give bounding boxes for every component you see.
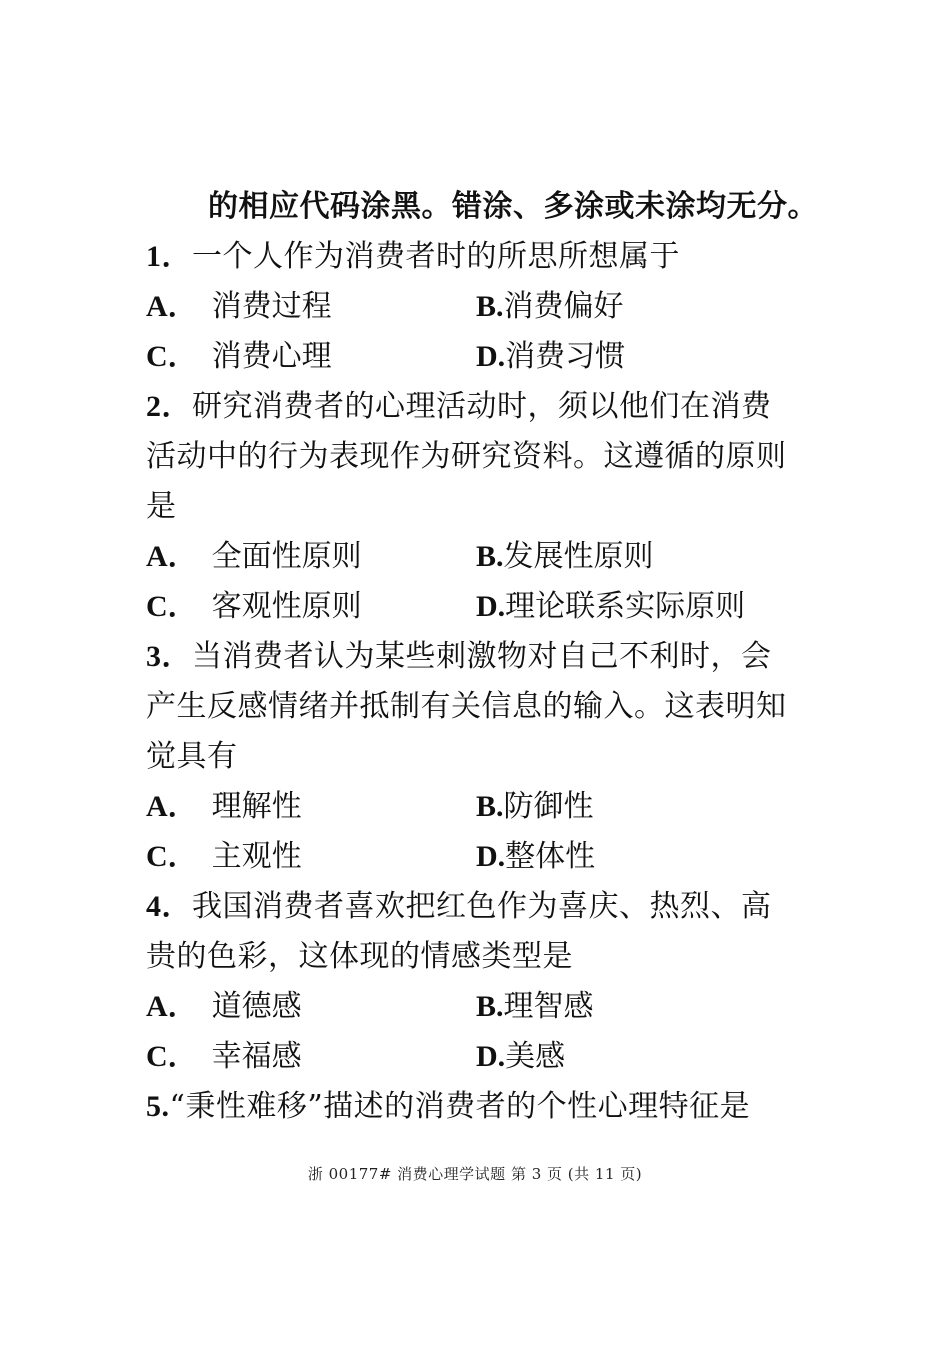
question-4 bbox=[146, 882, 811, 1082]
question-text: 当消费者认为某些刺激物对自己不利时，会 bbox=[192, 639, 772, 674]
option-b bbox=[476, 782, 594, 832]
question-stem-line bbox=[146, 632, 811, 682]
option-letter: D. bbox=[476, 590, 506, 623]
option-text: 理解性 bbox=[211, 789, 302, 824]
question-3 bbox=[146, 632, 811, 882]
option-text: 消费心理 bbox=[211, 339, 332, 374]
question-stem-line: 活动中的行为表现作为研究资料。这遵循的原则 bbox=[146, 439, 787, 474]
question-number: 1． bbox=[146, 240, 192, 273]
option-letter: B. bbox=[476, 540, 504, 573]
option-letter: B. bbox=[476, 290, 504, 323]
option-text: 幸福感 bbox=[211, 1039, 302, 1074]
question-1 bbox=[146, 232, 811, 382]
option-letter: D. bbox=[476, 1040, 506, 1073]
option-text: 客观性原则 bbox=[211, 589, 362, 624]
option-text: 发展性原则 bbox=[503, 539, 654, 574]
question-number: 5. bbox=[146, 1090, 170, 1123]
question-number: 4． bbox=[146, 890, 192, 923]
options-row bbox=[146, 1032, 811, 1082]
option-a bbox=[146, 532, 476, 582]
option-d bbox=[476, 1032, 565, 1082]
option-a bbox=[146, 982, 476, 1032]
option-letter: D. bbox=[476, 340, 506, 373]
options-row bbox=[146, 282, 811, 332]
option-text: 理论联系实际原则 bbox=[505, 589, 746, 624]
question-5 bbox=[146, 1082, 811, 1132]
question-stem-line: 是 bbox=[146, 489, 177, 524]
option-b bbox=[476, 282, 624, 332]
option-letter: A． bbox=[146, 990, 198, 1023]
option-a bbox=[146, 782, 476, 832]
question-stem-line bbox=[146, 1082, 811, 1132]
options-row bbox=[146, 332, 811, 382]
question-stem-line: 觉具有 bbox=[146, 739, 238, 774]
option-letter: B. bbox=[476, 990, 504, 1023]
option-text: 消费习惯 bbox=[505, 339, 626, 374]
question-content bbox=[146, 182, 818, 1132]
option-b bbox=[476, 982, 594, 1032]
question-stem-line bbox=[146, 382, 811, 432]
option-d bbox=[476, 582, 745, 632]
option-letter: C． bbox=[146, 340, 198, 373]
option-a bbox=[146, 282, 476, 332]
options-row bbox=[146, 582, 811, 632]
option-letter: A． bbox=[146, 540, 198, 573]
option-text: 道德感 bbox=[211, 989, 302, 1024]
option-text: 消费过程 bbox=[211, 289, 332, 324]
option-letter: A． bbox=[146, 790, 198, 823]
option-letter: C． bbox=[146, 590, 198, 623]
option-d bbox=[476, 832, 595, 882]
option-letter: D. bbox=[476, 840, 506, 873]
option-text: 主观性 bbox=[211, 839, 302, 874]
option-letter: A． bbox=[146, 290, 198, 323]
option-text: 消费偏好 bbox=[503, 289, 624, 324]
question-text: “秉性难移”描述的消费者的个性心理特征是 bbox=[169, 1089, 751, 1124]
option-letter: B. bbox=[476, 790, 504, 823]
option-b bbox=[476, 532, 654, 582]
question-text: 研究消费者的心理活动时，须以他们在消费 bbox=[192, 389, 772, 424]
option-text: 防御性 bbox=[503, 789, 594, 824]
question-stem-line bbox=[146, 882, 811, 932]
option-d bbox=[476, 332, 625, 382]
option-c bbox=[146, 832, 476, 882]
options-row bbox=[146, 832, 811, 882]
question-stem-line: 产生反感情绪并抵制有关信息的输入。这表明知 bbox=[146, 689, 787, 724]
question-stem-line: 贵的色彩，这体现的情感类型是 bbox=[146, 939, 573, 974]
options-row bbox=[146, 982, 811, 1032]
question-stem-line bbox=[146, 232, 811, 282]
option-c bbox=[146, 582, 476, 632]
option-text: 理智感 bbox=[503, 989, 594, 1024]
question-number: 2． bbox=[146, 390, 192, 423]
question-text: 我国消费者喜欢把红色作为喜庆、热烈、高 bbox=[192, 889, 772, 924]
options-row bbox=[146, 782, 811, 832]
option-text: 美感 bbox=[505, 1039, 566, 1074]
question-2 bbox=[146, 382, 811, 632]
options-row bbox=[146, 532, 811, 582]
option-text: 全面性原则 bbox=[211, 539, 362, 574]
page-footer: 浙 00177# 消费心理学试题 第 3 页 (共 11 页) bbox=[307, 1165, 643, 1183]
option-c bbox=[146, 332, 476, 382]
option-text: 整体性 bbox=[505, 839, 596, 874]
question-text: 一个人作为消费者时的所思所想属于 bbox=[192, 239, 680, 274]
option-letter: C． bbox=[146, 840, 198, 873]
question-number: 3． bbox=[146, 640, 192, 673]
option-c bbox=[146, 1032, 476, 1082]
instruction-text: 的相应代码涂黑。错涂、多涂或未涂均无分。 bbox=[208, 189, 818, 224]
option-letter: C． bbox=[146, 1040, 198, 1073]
